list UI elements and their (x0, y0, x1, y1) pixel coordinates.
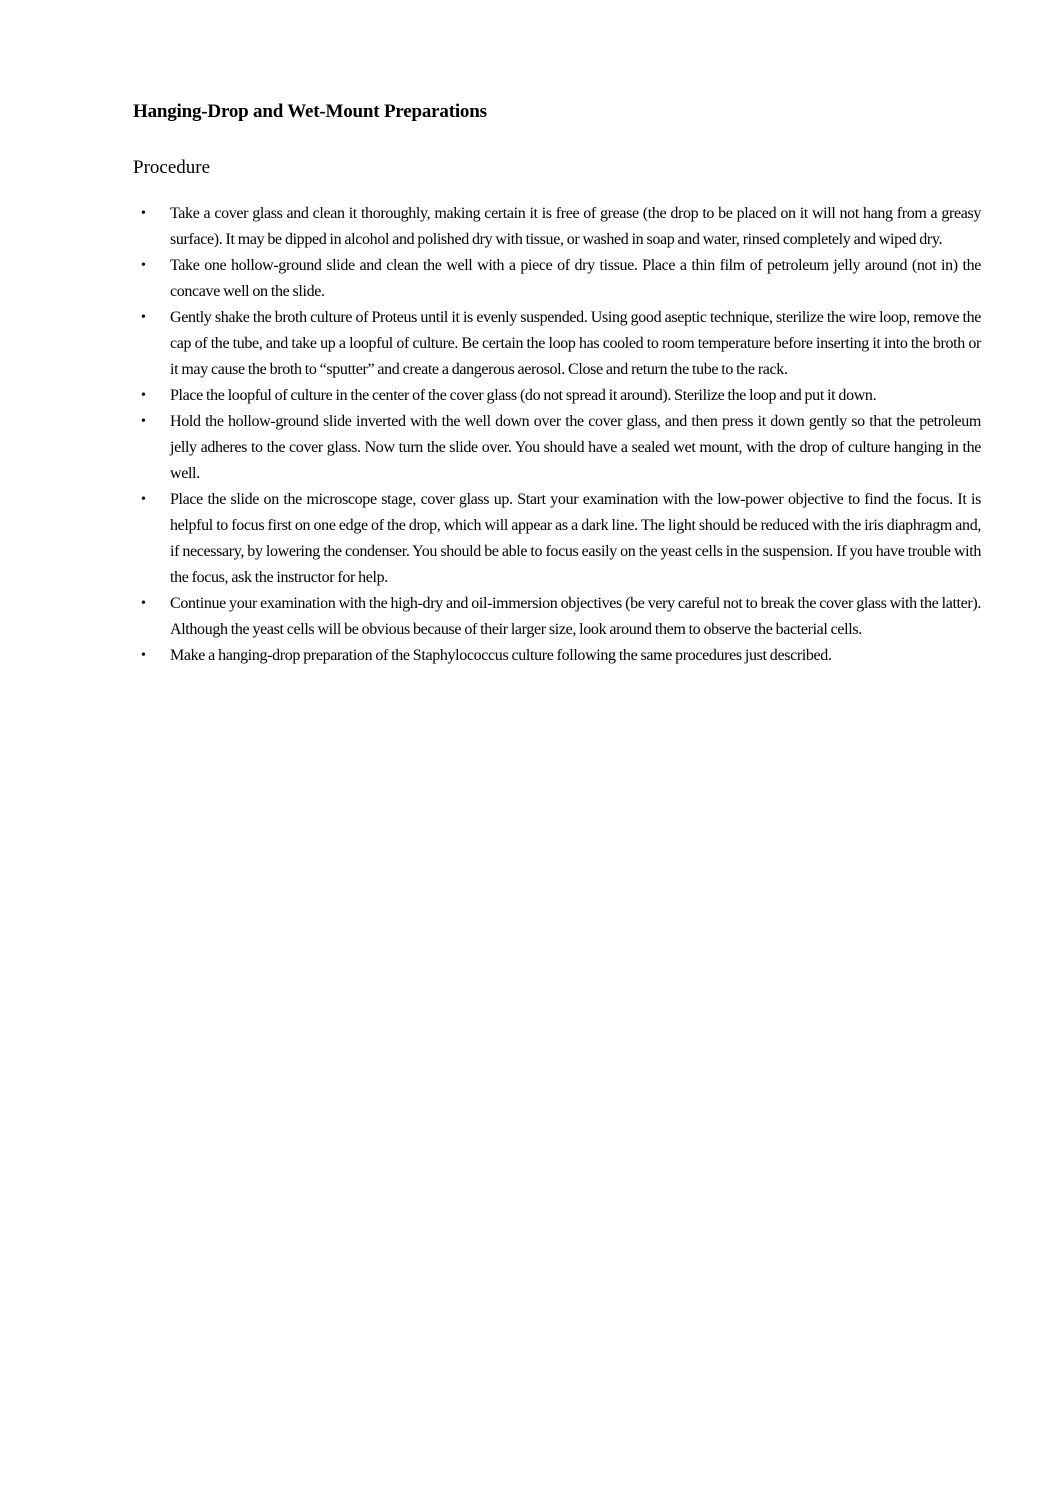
procedure-step-text: Place the slide on the microscope stage, cover glass up. Start your examination with the low-power objective to find the focus. It is helpful to focus first on one edge of the drop, which will appear as a dark line. The light should be reduced with the iris diaphragm and, if necessary, by lowering the condenser. You should be able to focus easily on the yeast cells in the suspension. If you have trouble with the focus, ask the instructor for help. (170, 491, 981, 586)
procedure-step (133, 643, 981, 669)
bullet-icon: • (141, 596, 146, 611)
bullet-icon: • (141, 258, 146, 273)
procedure-step-text: Gently shake the broth culture of Proteus until it is evenly suspended. Using good aseptic technique, sterilize the wire loop, remove the cap of the tube, and take up a loopful of culture. Be certain the loop has cooled to room temperature before inserting it into the broth or it may cause the broth to “sputter” and create a dangerous aerosol. Close and return the tube to the rack. (170, 309, 981, 378)
document-title: Hanging-Drop and Wet-Mount Preparations (133, 101, 487, 122)
bullet-icon: • (141, 492, 146, 507)
procedure-step (133, 409, 981, 487)
procedure-steps-list (133, 201, 981, 669)
procedure-step (133, 591, 981, 643)
procedure-step (133, 305, 981, 383)
procedure-step (133, 383, 981, 409)
procedure-step (133, 201, 981, 253)
procedure-step-text: Make a hanging-drop preparation of the Staphylococcus culture following the same procedures just described. (170, 647, 832, 664)
procedure-step-text: Hold the hollow-ground slide inverted with the well down over the cover glass, and then press it down gently so that the petroleum jelly adheres to the cover glass. Now turn the slide over. You should have a sealed wet mount, with the drop of culture hanging in the well. (170, 413, 981, 482)
procedure-step-text: Place the loopful of culture in the center of the cover glass (do not spread it around). Sterilize the loop and put it down. (170, 387, 877, 404)
bullet-icon: • (141, 648, 146, 663)
bullet-icon: • (141, 414, 146, 429)
section-heading-procedure: Procedure (133, 157, 211, 178)
procedure-step (133, 487, 981, 591)
procedure-step (133, 253, 981, 305)
procedure-step-text: Continue your examination with the high-dry and oil-immersion objectives (be very careful not to break the cover glass with the latter). Although the yeast cells will be obvious because of their larger size, look around them to observe the bacterial cells. (170, 595, 981, 638)
procedure-step-text: Take a cover glass and clean it thoroughly, making certain it is free of grease (the drop to be placed on it will not hang from a greasy surface). It may be dipped in alcohol and polished dry with tissue, or washed in soap and water, rinsed completely and wiped dry. (170, 205, 981, 248)
bullet-icon: • (141, 206, 146, 221)
bullet-icon: • (141, 310, 146, 325)
bullet-icon: • (141, 388, 146, 403)
procedure-step-text: Take one hollow-ground slide and clean the well with a piece of dry tissue. Place a thin film of petroleum jelly around (not in) the concave well on the slide. (170, 257, 981, 300)
